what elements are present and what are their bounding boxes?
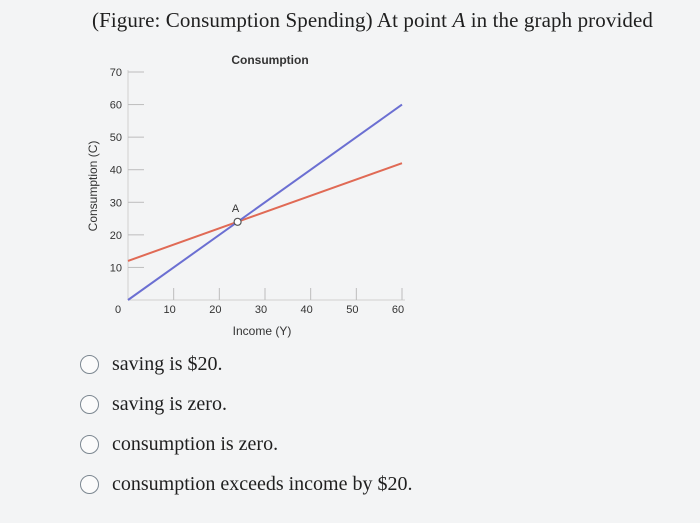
answer-options: [80, 344, 413, 504]
y-tick-label: 70: [109, 67, 122, 79]
chart-title: Consumption: [231, 53, 309, 67]
origin-label: 0: [114, 304, 122, 316]
x-tick-label: 20: [209, 304, 222, 316]
point-marker: [234, 218, 241, 225]
radio-button-icon[interactable]: [80, 395, 99, 414]
y-tick-label: 50: [109, 132, 122, 145]
answer-option-1[interactable]: [80, 344, 413, 384]
y-tick-label: 10: [109, 262, 122, 275]
series-line-1: [128, 163, 402, 261]
x-tick-label: 10: [163, 304, 176, 316]
answer-option-3[interactable]: [80, 424, 413, 464]
point-label: A: [231, 202, 240, 215]
answer-label: consumption exceeds income by $20.: [112, 472, 413, 495]
x-tick-label: 60: [391, 304, 405, 316]
x-tick-label: 40: [300, 304, 313, 316]
radio-button-icon[interactable]: [80, 355, 99, 374]
y-tick-label: 30: [109, 197, 122, 210]
question-suffix: in the graph provided: [465, 8, 654, 32]
x-axis-label: Income (Y): [232, 324, 292, 338]
x-tick-label: 30: [254, 304, 268, 316]
answer-label: consumption is zero.: [112, 432, 279, 455]
series-line-2: [128, 105, 402, 300]
answer-option-4[interactable]: [80, 464, 413, 504]
y-tick-label: 60: [109, 99, 122, 112]
radio-button-icon[interactable]: [80, 435, 99, 454]
answer-option-2[interactable]: [80, 384, 413, 424]
x-tick-label: 50: [346, 304, 359, 316]
y-tick-label: 20: [109, 229, 122, 242]
question-point: A: [452, 8, 466, 32]
question-prefix: (Figure: Consumption Spending) At point: [92, 8, 453, 32]
radio-button-icon[interactable]: [80, 475, 99, 494]
answer-label: saving is $20.: [112, 352, 223, 375]
answer-label: saving is zero.: [112, 392, 227, 415]
y-axis-label: Consumption (C): [86, 140, 100, 232]
y-tick-label: 40: [109, 164, 122, 177]
